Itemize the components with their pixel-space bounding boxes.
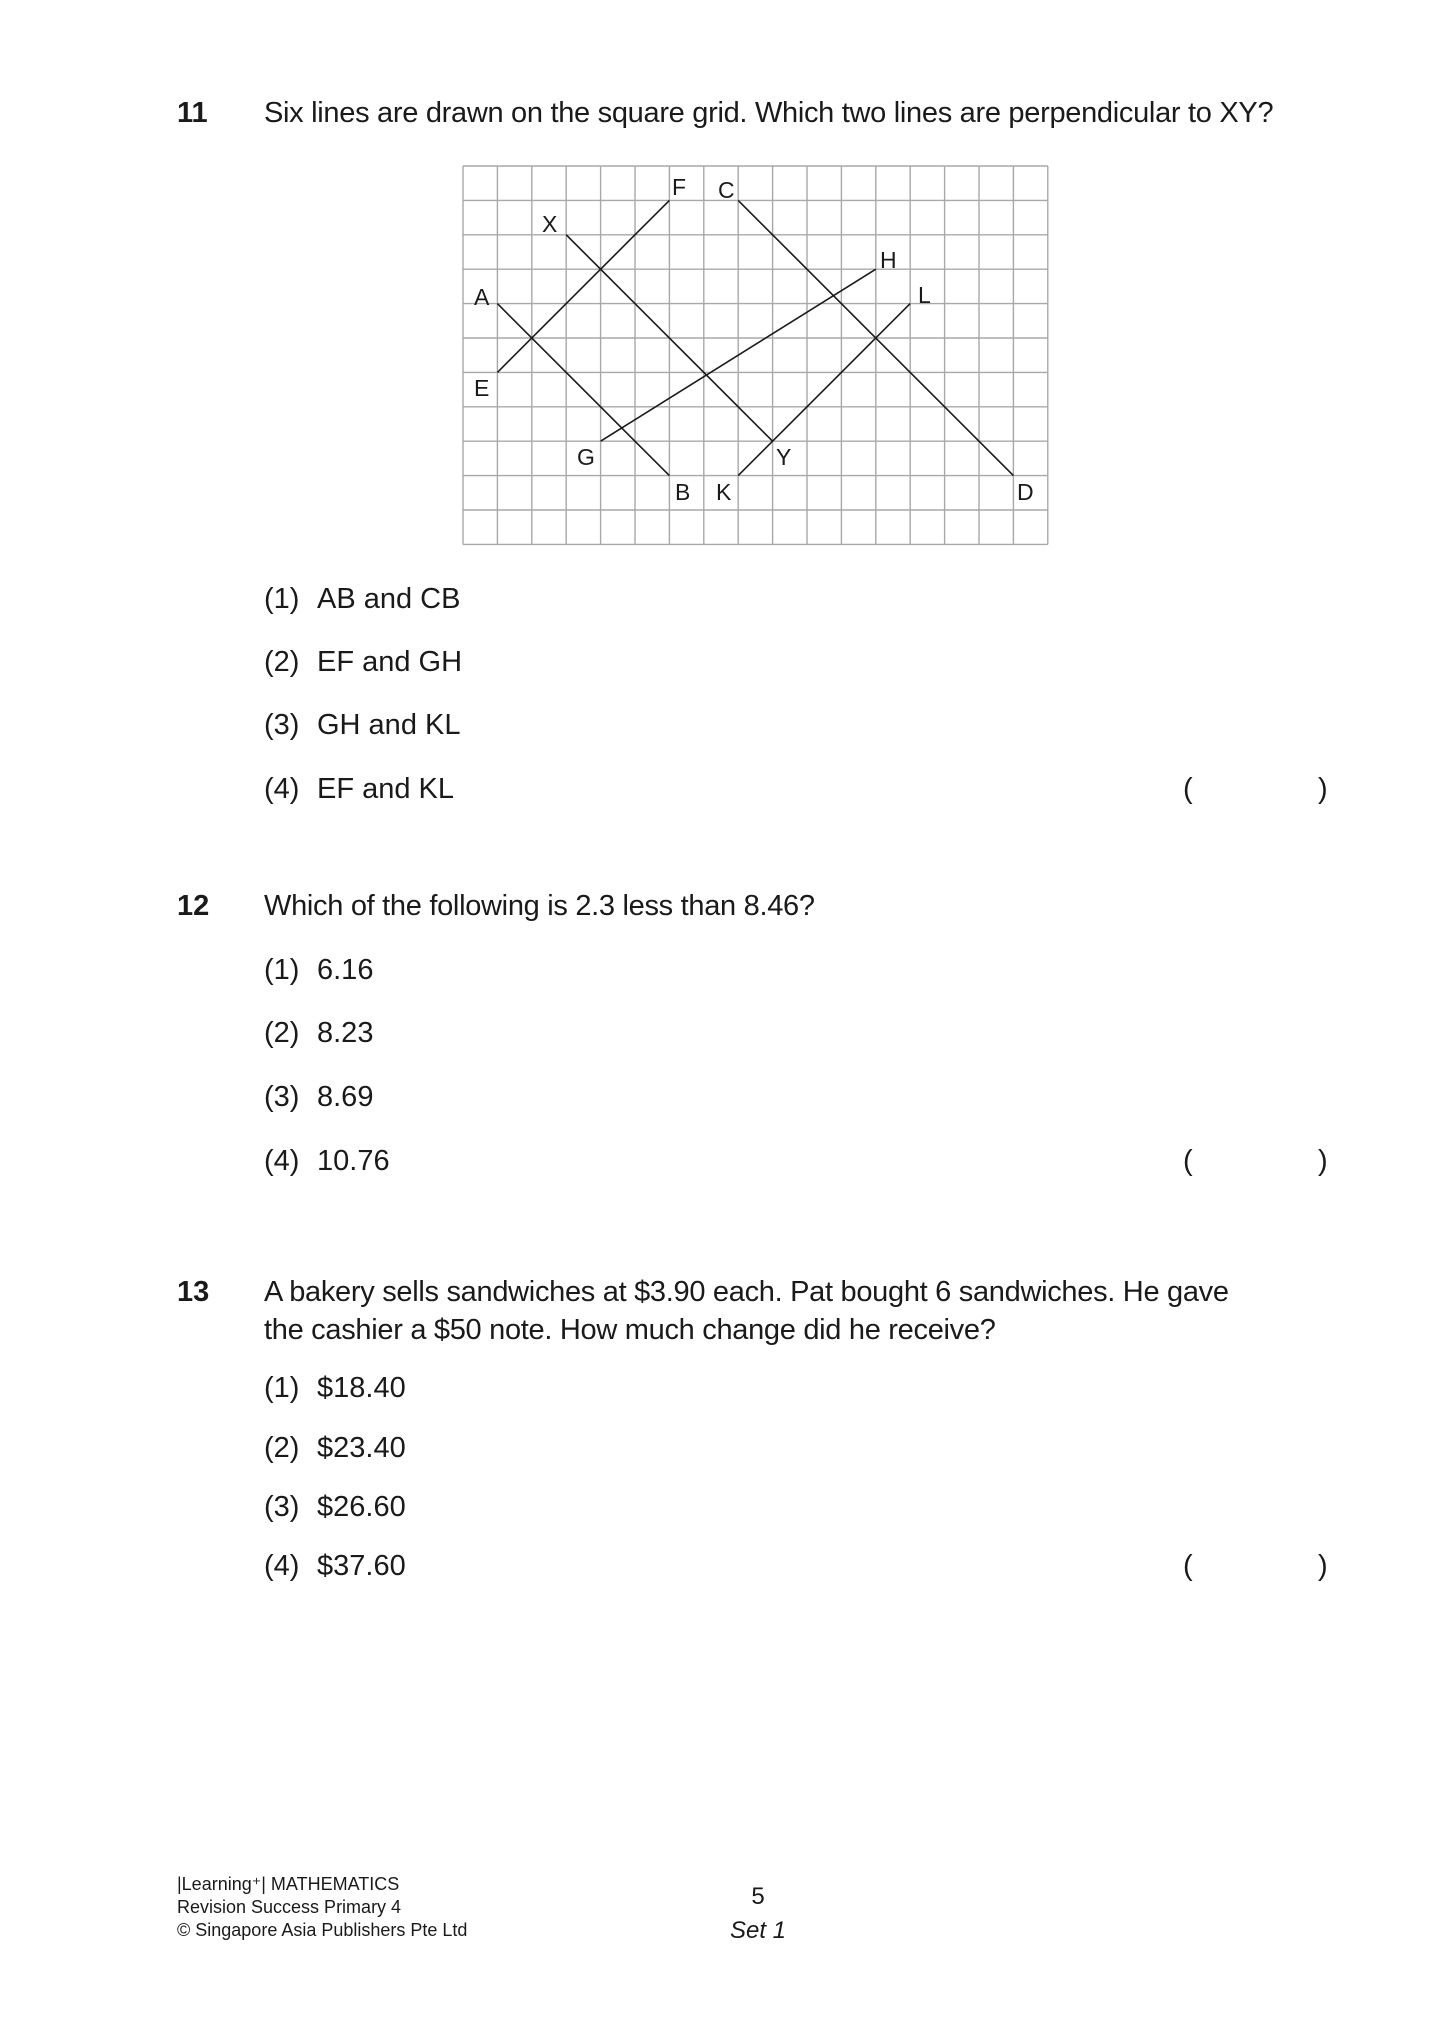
point-label-e: E bbox=[474, 375, 490, 401]
q12-option-3[interactable]: (3) 8.69 bbox=[264, 1081, 374, 1113]
q13-option-4[interactable]: (4) $37.60 bbox=[264, 1550, 406, 1582]
question-11-number: 11 bbox=[177, 97, 208, 129]
q13-answer-open-paren: ( bbox=[1183, 1550, 1193, 1582]
point-label-y: Y bbox=[776, 444, 792, 470]
question-12-number: 12 bbox=[177, 890, 210, 922]
question-11-text: Six lines are drawn on the square grid. Which two lines are perpendicular to XY? bbox=[264, 97, 1274, 129]
q11-option-3[interactable]: (3) GH and KL bbox=[264, 709, 461, 741]
footer-book-title: Revision Success Primary 4 bbox=[177, 1897, 402, 1917]
point-label-b: B bbox=[675, 479, 691, 505]
q12-option-2[interactable]: (2) 8.23 bbox=[264, 1017, 374, 1049]
q11-option-2[interactable]: (2) EF and GH bbox=[264, 646, 463, 678]
q12-option-4[interactable]: (4) 10.76 bbox=[264, 1145, 390, 1177]
q13-option-3[interactable]: (3) $26.60 bbox=[264, 1491, 406, 1523]
q11-option-1[interactable]: (1) AB and CB bbox=[264, 583, 461, 615]
q13-option-2[interactable]: (2) $23.40 bbox=[264, 1432, 406, 1464]
q11-answer-open-paren: ( bbox=[1183, 773, 1193, 805]
page-number: 5 bbox=[751, 1883, 765, 1910]
q12-answer-open-paren: ( bbox=[1183, 1145, 1193, 1177]
question-12-text: Which of the following is 2.3 less than 8.46? bbox=[264, 890, 815, 922]
point-label-k: K bbox=[716, 479, 732, 505]
footer-copyright: © Singapore Asia Publishers Pte Ltd bbox=[177, 1920, 468, 1940]
point-label-g: G bbox=[577, 444, 595, 470]
q11-answer-close-paren: ) bbox=[1318, 773, 1328, 805]
set-label: Set 1 bbox=[729, 1917, 787, 1944]
q11-option-4[interactable]: (4) EF and KL bbox=[264, 773, 455, 805]
point-label-f: F bbox=[672, 174, 687, 200]
q13-option-1[interactable]: (1) $18.40 bbox=[264, 1372, 406, 1404]
segment-kl bbox=[738, 304, 910, 476]
question-13-text-line1: A bakery sells sandwiches at $3.90 each. Pat bought 6 sandwiches. He gave bbox=[264, 1276, 1229, 1308]
question-13-text-line2: the cashier a $50 note. How much change did he receive? bbox=[264, 1314, 996, 1346]
q12-option-1[interactable]: (1) 6.16 bbox=[264, 954, 374, 986]
point-label-c: C bbox=[718, 177, 735, 203]
q12-answer-close-paren: ) bbox=[1318, 1145, 1328, 1177]
point-label-l: L bbox=[918, 282, 931, 308]
segment-ef bbox=[497, 200, 669, 372]
square-grid-figure bbox=[0, 0, 1445, 600]
question-13-number: 13 bbox=[177, 1276, 210, 1308]
point-label-h: H bbox=[880, 247, 897, 273]
point-label-a: A bbox=[474, 284, 490, 310]
point-label-d: D bbox=[1017, 479, 1034, 505]
q13-answer-close-paren: ) bbox=[1318, 1550, 1328, 1582]
footer-publication-info bbox=[177, 1873, 467, 1942]
point-label-x: X bbox=[542, 211, 558, 237]
footer-series-title: |Learning⁺| MATHEMATICS bbox=[177, 1874, 400, 1894]
